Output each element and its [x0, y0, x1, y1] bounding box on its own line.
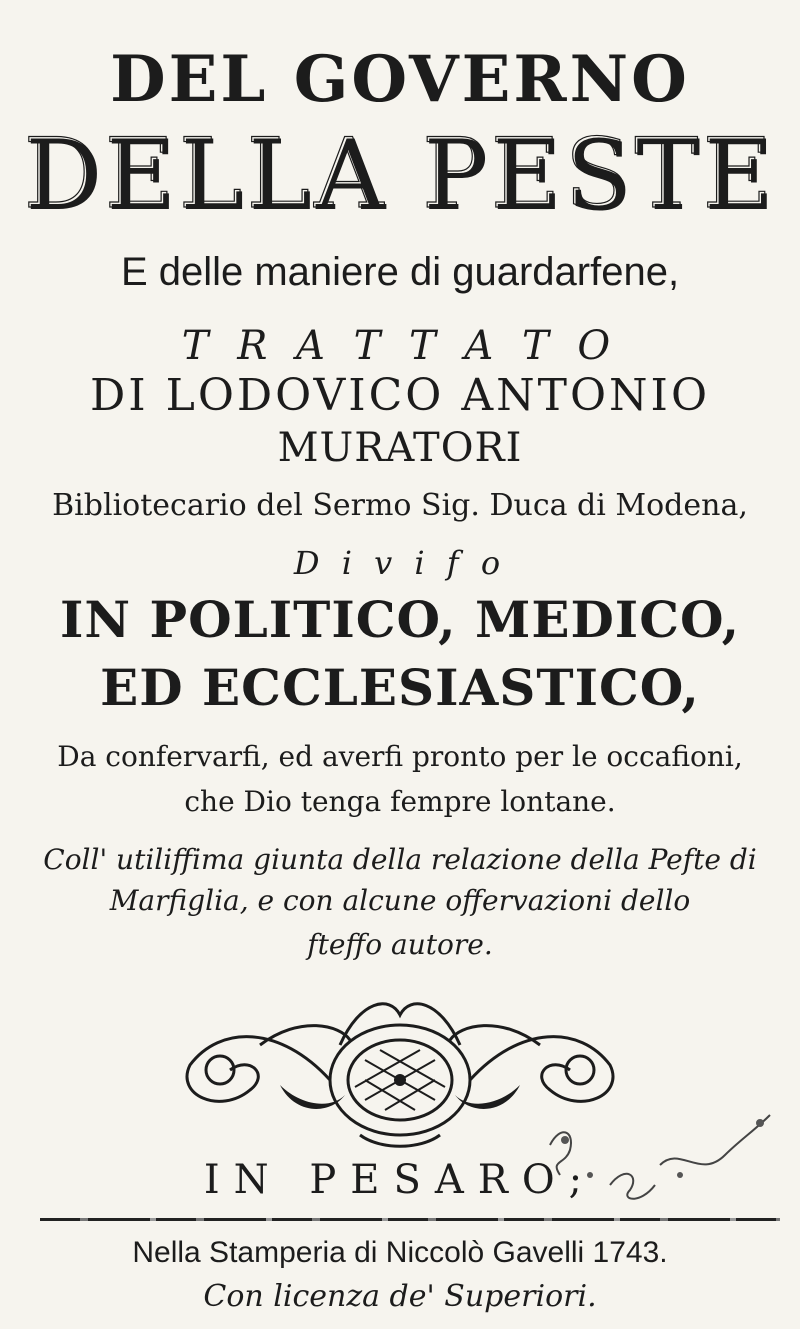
addition-line-1: Coll' utiliffima giunta della relazione della Pefte di: [43, 843, 757, 876]
license-note: Con licenza de' Superiori.: [203, 1279, 597, 1314]
author-line-1: DI LODOVICO ANTONIO: [89, 370, 711, 421]
purpose-line-2: che Dio tenga fempre lontane.: [184, 785, 616, 818]
divided-label: D i v i f o: [293, 544, 507, 582]
author-line-2: MURATORI: [277, 425, 523, 471]
title-line-1: DEL GOVERNO: [110, 42, 690, 117]
sections-line-2: ED ECCLESIASTICO,: [100, 658, 700, 717]
author-title: Bibliotecario del Sermo Sig. Duca di Modena,: [52, 488, 748, 523]
place-of-printing: IN PESARO;: [203, 1157, 597, 1203]
printer-imprint: Nella Stamperia di Niccolò Gavelli 1743.: [132, 1236, 668, 1269]
sections-line-1: IN POLITICO, MEDICO,: [59, 590, 741, 649]
work-type: T R A T T A T O: [181, 323, 619, 369]
divider-rule: [40, 1218, 780, 1221]
subtitle: E delle maniere di guardarfene,: [120, 250, 680, 294]
addition-line-2: Marfiglia, e con alcune offervazioni dello: [109, 884, 691, 917]
addition-line-3: fteffo autore.: [307, 928, 493, 961]
purpose-line-1: Da confervarfi, ed averfi pronto per le occafioni,: [57, 740, 743, 773]
main-title: DELLA PESTE: [23, 118, 777, 230]
